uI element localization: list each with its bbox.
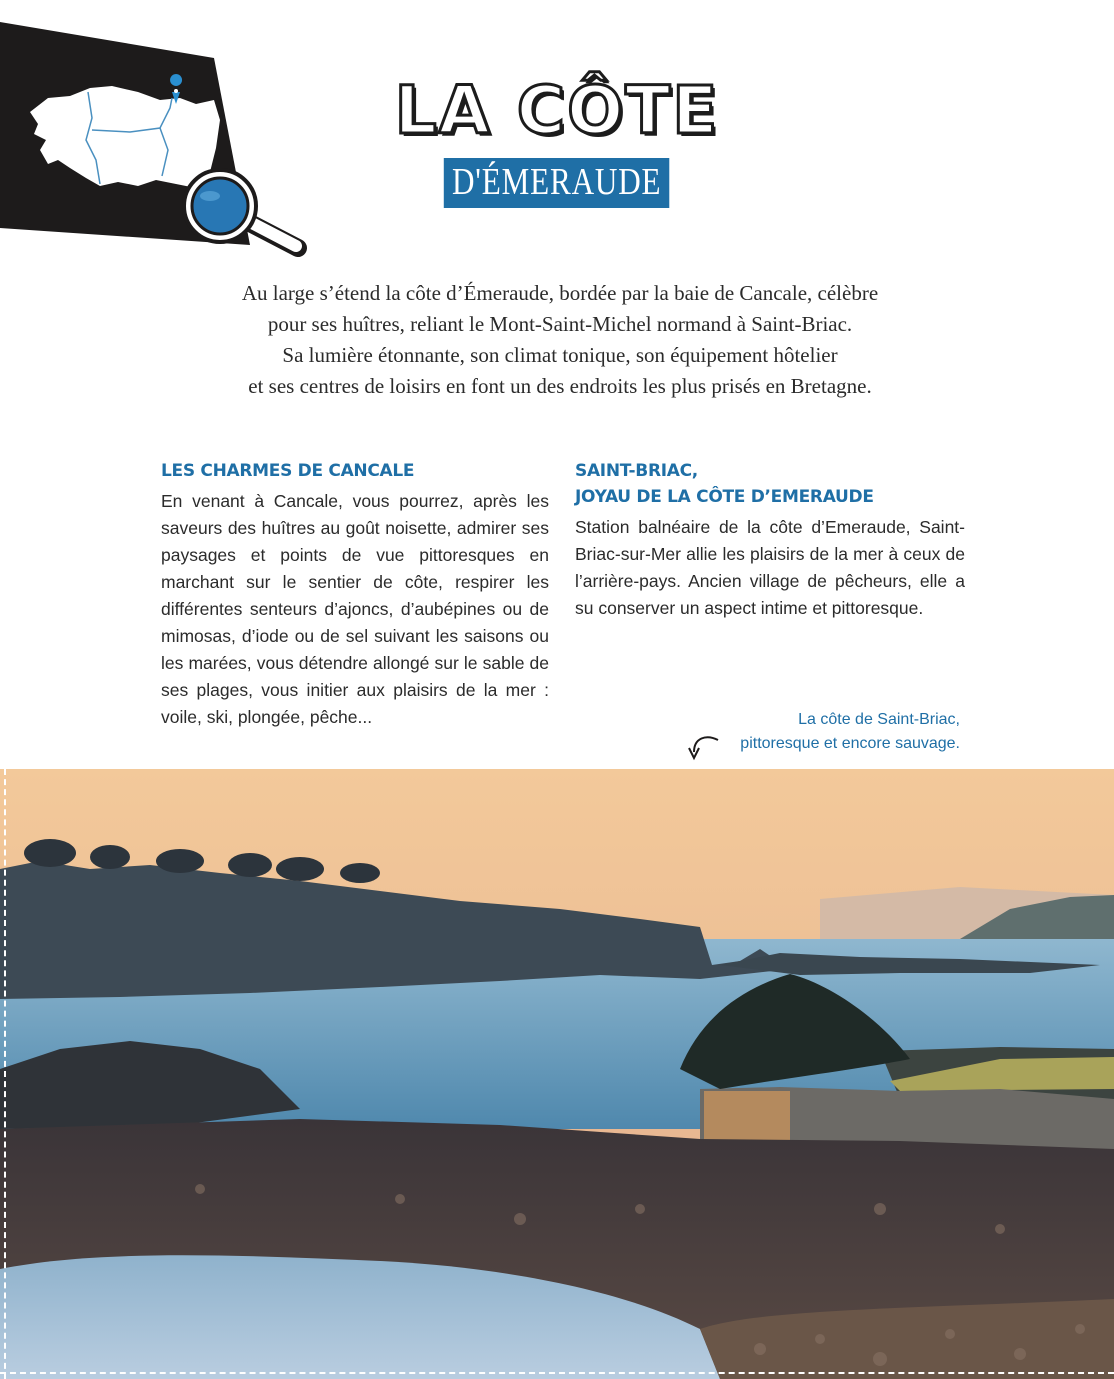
section-title-line: SAINT-BRIAC, (575, 461, 698, 481)
intro-paragraph (140, 278, 980, 402)
cut-line-vertical (4, 769, 6, 1379)
section-title-line: JOYAU DE LA CÔTE D’EMERAUDE (575, 487, 874, 507)
caption-line: La côte de Saint-Briac, (798, 711, 960, 728)
intro-line: pour ses huîtres, reliant le Mont-Saint-Michel normand à Saint-Briac. (267, 312, 853, 336)
section-body: En venant à Cancale, vous pourrez, après les saveurs des huîtres au goût noisette, admirer ses paysages et points de vue pittoresques en marchant sur le sentier de côte, respirer les différentes senteurs d’ajoncs, d’aubépines ou de mimosas, d’iode ou de sel suivant les saisons ou les marées, vous détendre allongé sur le sable de ses plages, vous initier aux plaisirs de la mer : voile, ski, plongée, pêche... (161, 491, 549, 727)
intro-line: Sa lumière étonnante, son climat tonique, son équipement hôtelier (282, 343, 838, 367)
curved-arrow-icon (688, 732, 722, 762)
section-body: Station balnéaire de la côte d’Emeraude, Saint-Briac-sur-Mer allie les plaisirs de la mer à ceux de l’arrière-pays. Ancien village de pêcheurs, elle a su conserver un aspect intime et pittoresque. (575, 517, 965, 618)
photo-caption (740, 708, 960, 756)
page-title: LA CÔTE (394, 72, 720, 149)
cut-line-horizontal (0, 1372, 1114, 1374)
title-block (0, 72, 1114, 208)
intro-line: et ses centres de loisirs en font un des endroits les plus prisés en Bretagne. (248, 374, 872, 398)
section-title (161, 458, 549, 484)
section-cancale (161, 458, 549, 731)
coastal-photo (0, 769, 1114, 1379)
section-saint-briac (575, 458, 965, 622)
section-title-line: LES CHARMES DE CANCALE (161, 461, 415, 481)
section-title (575, 458, 965, 510)
caption-line: pittoresque et encore sauvage. (740, 735, 960, 752)
page-subtitle: D'ÉMERAUDE (444, 158, 670, 208)
intro-line: Au large s’étend la côte d’Émeraude, bordée par la baie de Cancale, célèbre (241, 281, 879, 305)
